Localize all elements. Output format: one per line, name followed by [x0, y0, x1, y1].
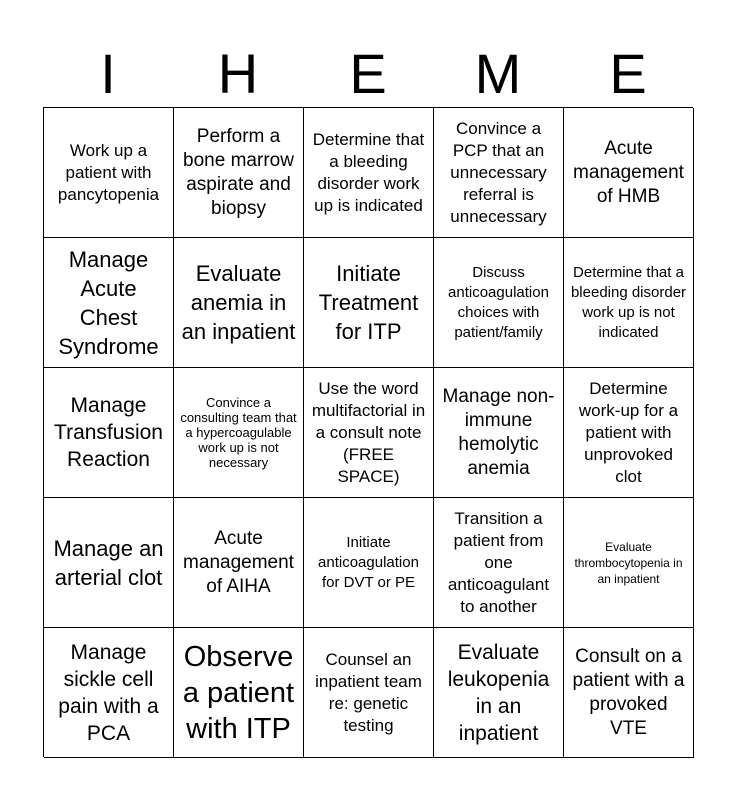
cell-text: Convince a PCP that an unnecessary referral is unnecessary [450, 118, 547, 226]
cell-text: Manage non-immune hemolytic anemia [442, 385, 555, 479]
bingo-cell[interactable] [174, 238, 304, 368]
bingo-header [43, 40, 693, 104]
cell-text: Manage Acute Chest Syndrome [58, 246, 159, 359]
cell-text: Convince a consulting team that a hypercoagulable work up is not necessary [180, 395, 297, 470]
cell-text: Determine work-up for a patient with unprovoked clot [578, 378, 679, 486]
cell-text: Evaluate leukopenia in an inpatient [447, 640, 550, 745]
cell-text: Evaluate anemia in an inpatient [181, 261, 296, 344]
bingo-cell[interactable] [434, 498, 564, 628]
header-letter-5: E [609, 42, 647, 105]
bingo-cell[interactable] [564, 628, 694, 758]
bingo-cell[interactable] [434, 368, 564, 498]
bingo-cell[interactable] [174, 498, 304, 628]
cell-text: Perform a bone marrow aspirate and biopsy [183, 125, 294, 219]
bingo-cell[interactable] [174, 628, 304, 758]
bingo-cell[interactable] [44, 108, 174, 238]
bingo-cell[interactable] [174, 368, 304, 498]
bingo-cell[interactable] [44, 238, 174, 368]
bingo-board [43, 107, 693, 757]
cell-text: Acute management of HMB [573, 137, 684, 207]
bingo-cell[interactable] [174, 108, 304, 238]
header-letter-1: I [100, 42, 116, 105]
bingo-cell[interactable] [564, 498, 694, 628]
cell-text: Observe a patient with ITP [182, 640, 295, 745]
bingo-cell[interactable] [304, 108, 434, 238]
header-letter-2: H [217, 42, 259, 105]
bingo-cell[interactable] [44, 498, 174, 628]
bingo-cell[interactable] [434, 628, 564, 758]
bingo-cell[interactable] [434, 238, 564, 368]
bingo-cell[interactable] [304, 368, 434, 498]
cell-text: Manage sickle cell pain with a PCA [58, 640, 159, 745]
cell-text: Manage Transfusion Reaction [54, 394, 163, 471]
cell-text: Determine that a bleeding disorder work up is indicated [312, 129, 425, 215]
bingo-cell[interactable] [44, 628, 174, 758]
bingo-cell[interactable] [304, 238, 434, 368]
cell-text: Consult on a patient with a provoked VTE [572, 645, 685, 739]
bingo-cell[interactable] [564, 108, 694, 238]
cell-text: Counsel an inpatient team re: genetic testing [315, 649, 422, 735]
header-letter-3: E [349, 42, 387, 105]
cell-text: Use the word multifactorial in a consult note (FREE SPACE) [311, 378, 426, 486]
cell-text: Transition a patient from one anticoagulant to another [447, 508, 550, 616]
cell-text: Initiate Treatment for ITP [318, 261, 419, 344]
cell-text: Determine that a bleeding disorder work up is not indicated [570, 263, 687, 341]
cell-text: Acute management of AIHA [183, 527, 294, 597]
header-letter-4: M [474, 42, 522, 105]
cell-text: Evaluate thrombocytopenia in an inpatient [574, 539, 683, 586]
cell-text: Manage an arterial clot [53, 535, 164, 590]
cell-text: Initiate anticoagulation for DVT or PE [318, 533, 419, 591]
bingo-cell[interactable] [304, 498, 434, 628]
bingo-cell[interactable] [304, 628, 434, 758]
cell-text: Work up a patient with pancytopenia [57, 140, 160, 204]
bingo-cell[interactable] [564, 238, 694, 368]
bingo-cell[interactable] [434, 108, 564, 238]
bingo-cell[interactable] [44, 368, 174, 498]
cell-text: Discuss anticoagulation choices with patient/family [448, 263, 549, 341]
bingo-cell[interactable] [564, 368, 694, 498]
